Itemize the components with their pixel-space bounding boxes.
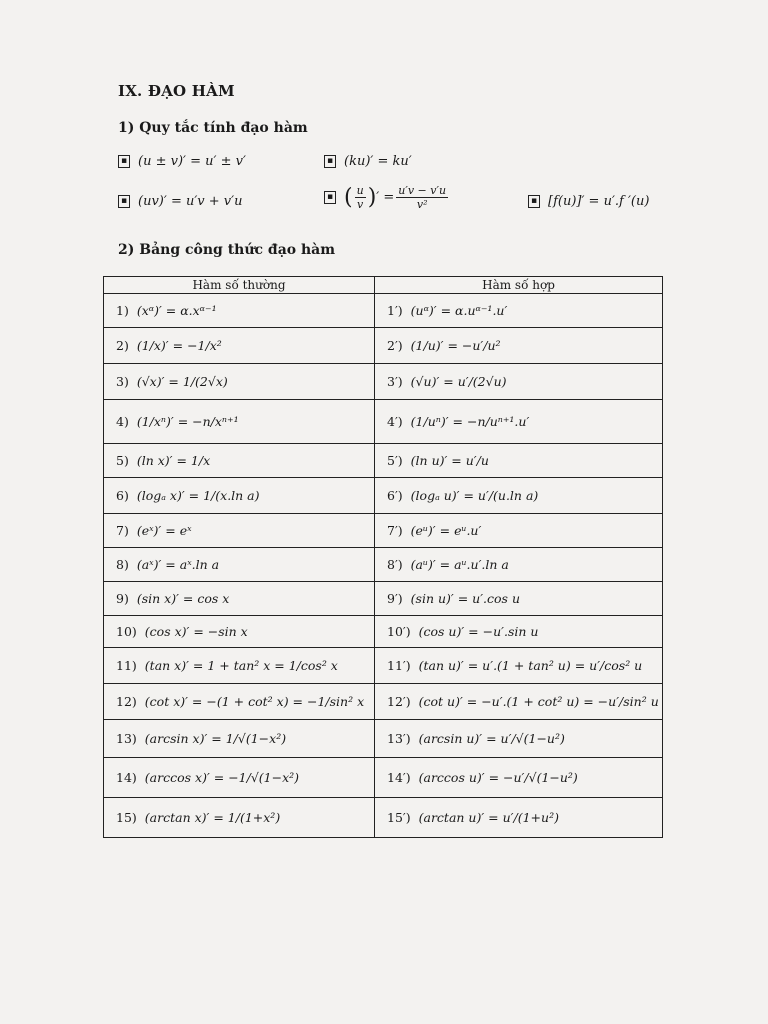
table-row: [104, 548, 663, 582]
rule-text: (ku)′ = ku′: [344, 154, 412, 169]
derivative-table: [103, 276, 663, 838]
formula-expression: (1/x)′ = −1/x²: [136, 338, 222, 353]
table-row: [104, 444, 663, 478]
bullet-icon: ▪: [118, 155, 130, 168]
cell-basic-formula: [104, 548, 375, 582]
cell-basic-formula: [104, 582, 375, 616]
formula-expression: (cot x)′ = −(1 + cot² x) = −1/sin² x: [144, 694, 365, 709]
formula-expression: (cot u)′ = −u′.(1 + cot² u) = −u′/sin² u: [418, 694, 659, 709]
formula-index: 8′): [387, 557, 403, 572]
cell-basic-formula: [104, 328, 375, 364]
cell-basic-formula: [104, 294, 375, 328]
formula-expression: (aᵘ)′ = aᵘ.u′.ln a: [410, 557, 509, 572]
formula-expression: (cos x)′ = −sin x: [144, 624, 248, 639]
quotient-lhs: $\frac{u}{v}$: [356, 184, 364, 211]
rule-quotient: ▪ ( $\frac{u}{v}$ ) ′ = $\frac{u'v - v'u}{\text{v²}}$: [324, 184, 450, 211]
formula-expression: (ln u)′ = u′/u: [410, 453, 489, 468]
cell-composite-formula: [375, 548, 663, 582]
table-row: [104, 400, 663, 444]
formula-index: 15): [116, 810, 137, 825]
formula-index: 4): [116, 414, 129, 429]
cell-basic-formula: [104, 648, 375, 684]
formula-expression: (tan x)′ = 1 + tan² x = 1/cos² x: [144, 658, 338, 673]
cell-composite-formula: [375, 328, 663, 364]
formula-expression: (tan u)′ = u′.(1 + tan² u) = u′/cos² u: [418, 658, 643, 673]
formula-index: 14′): [387, 770, 411, 785]
formula-index: 1′): [387, 303, 403, 318]
cell-composite-formula: [375, 294, 663, 328]
formula-expression: (arctan x)′ = 1/(1+x²): [144, 810, 281, 825]
formula-index: 11): [116, 658, 137, 673]
formula-index: 6): [116, 488, 129, 503]
table-row: [104, 798, 663, 838]
formula-index: 2′): [387, 338, 403, 353]
formula-index: 3′): [387, 374, 403, 389]
table-row: [104, 328, 663, 364]
table-row: [104, 648, 663, 684]
rule-chain: [528, 194, 649, 209]
col-header-composite: Hàm số hợp: [375, 277, 663, 294]
formula-index: 12′): [387, 694, 411, 709]
formula-index: 15′): [387, 810, 411, 825]
formula-index: 9): [116, 591, 129, 606]
formula-expression: (uᵅ)′ = α.uᵅ⁻¹.u′: [410, 303, 508, 318]
formula-expression: (arccos x)′ = −1/√(1−x²): [144, 770, 300, 785]
cell-composite-formula: [375, 720, 663, 758]
rule-sum: [118, 154, 246, 169]
formula-index: 1): [116, 303, 129, 318]
bullet-icon: ▪: [118, 195, 130, 208]
formula-index: 13′): [387, 731, 411, 746]
cell-composite-formula: [375, 514, 663, 548]
table-row: [104, 720, 663, 758]
formula-expression: (logₐ u)′ = u′/(u.ln a): [410, 488, 539, 503]
formula-index: 8): [116, 557, 129, 572]
formula-expression: (√x)′ = 1/(2√x): [136, 374, 228, 389]
cell-basic-formula: [104, 616, 375, 648]
formula-expression: (1/xⁿ)′ = −n/xⁿ⁺¹: [136, 414, 239, 429]
table-row: [104, 294, 663, 328]
cell-composite-formula: [375, 648, 663, 684]
cell-composite-formula: [375, 364, 663, 400]
formula-expression: (aˣ)′ = aˣ.ln a: [136, 557, 220, 572]
formula-index: 9′): [387, 591, 403, 606]
formula-expression: (eᵘ)′ = eᵘ.u′: [410, 523, 482, 538]
rule-text: (uv)′ = u′v + v′u: [138, 194, 243, 209]
table-row: [104, 364, 663, 400]
cell-basic-formula: [104, 364, 375, 400]
formula-index: 7′): [387, 523, 403, 538]
section2-title: 2) Bảng công thức đạo hàm: [118, 242, 336, 258]
formula-expression: (eˣ)′ = eˣ: [136, 523, 192, 538]
cell-basic-formula: [104, 400, 375, 444]
cell-basic-formula: [104, 444, 375, 478]
cell-basic-formula: [104, 758, 375, 798]
cell-composite-formula: [375, 478, 663, 514]
rule-product: [118, 194, 242, 209]
quotient-rhs: $\frac{u'v - v'u}{\text{v²}}$: [398, 184, 447, 211]
formula-index: 10): [116, 624, 137, 639]
cell-basic-formula: [104, 514, 375, 548]
table-row: [104, 684, 663, 720]
formula-index: 5): [116, 453, 129, 468]
formula-expression: (arcsin x)′ = 1/√(1−x²): [144, 731, 287, 746]
formula-index: 10′): [387, 624, 411, 639]
formula-expression: (ln x)′ = 1/x: [136, 453, 211, 468]
cell-basic-formula: [104, 720, 375, 758]
col-header-basic: Hàm số thường: [104, 277, 375, 294]
formula-index: 5′): [387, 453, 403, 468]
cell-composite-formula: [375, 444, 663, 478]
rule-text: [f(u)]′ = u′.f ′(u): [548, 194, 650, 209]
formula-index: 11′): [387, 658, 411, 673]
formula-index: 14): [116, 770, 137, 785]
bullet-icon: ▪: [528, 195, 540, 208]
rule-text: (u ± v)′ = u′ ± v′: [138, 154, 246, 169]
formula-expression: (sin x)′ = cos x: [136, 591, 230, 606]
formula-index: 7): [116, 523, 129, 538]
bullet-icon: ▪: [324, 191, 336, 204]
formula-expression: (logₐ x)′ = 1/(x.ln a): [136, 488, 260, 503]
formula-index: 2): [116, 338, 129, 353]
formula-index: 3): [116, 374, 129, 389]
formula-index: 13): [116, 731, 137, 746]
formula-expression: (arccos u)′ = −u′/√(1−u²): [418, 770, 578, 785]
cell-composite-formula: [375, 758, 663, 798]
formula-expression: (arctan u)′ = u′/(1+u²): [418, 810, 559, 825]
table-row: [104, 582, 663, 616]
table-row: [104, 758, 663, 798]
formula-expression: (arcsin u)′ = u′/√(1−u²): [418, 731, 565, 746]
table-row: [104, 616, 663, 648]
formula-expression: (sin u)′ = u′.cos u: [410, 591, 520, 606]
formula-index: 6′): [387, 488, 403, 503]
table-row: [104, 514, 663, 548]
formula-expression: (cos u)′ = −u′.sin u: [418, 624, 539, 639]
cell-composite-formula: [375, 798, 663, 838]
bullet-icon: ▪: [324, 155, 336, 168]
page-heading: IX. ĐẠO HÀM: [118, 82, 235, 100]
section1-title: 1) Quy tắc tính đạo hàm: [118, 120, 308, 136]
table-row: [104, 478, 663, 514]
cell-composite-formula: [375, 400, 663, 444]
cell-composite-formula: [375, 684, 663, 720]
formula-expression: (1/uⁿ)′ = −n/uⁿ⁺¹.u′: [410, 414, 530, 429]
formula-expression: (√u)′ = u′/(2√u): [410, 374, 507, 389]
formula-index: 4′): [387, 414, 403, 429]
cell-basic-formula: [104, 478, 375, 514]
cell-basic-formula: [104, 798, 375, 838]
formula-expression: (xᵅ)′ = α.xᵅ⁻¹: [136, 303, 217, 318]
cell-composite-formula: [375, 582, 663, 616]
formula-index: 12): [116, 694, 137, 709]
rule-constant: [324, 154, 412, 169]
cell-composite-formula: [375, 616, 663, 648]
formula-expression: (1/u)′ = −u′/u²: [410, 338, 501, 353]
cell-basic-formula: [104, 684, 375, 720]
